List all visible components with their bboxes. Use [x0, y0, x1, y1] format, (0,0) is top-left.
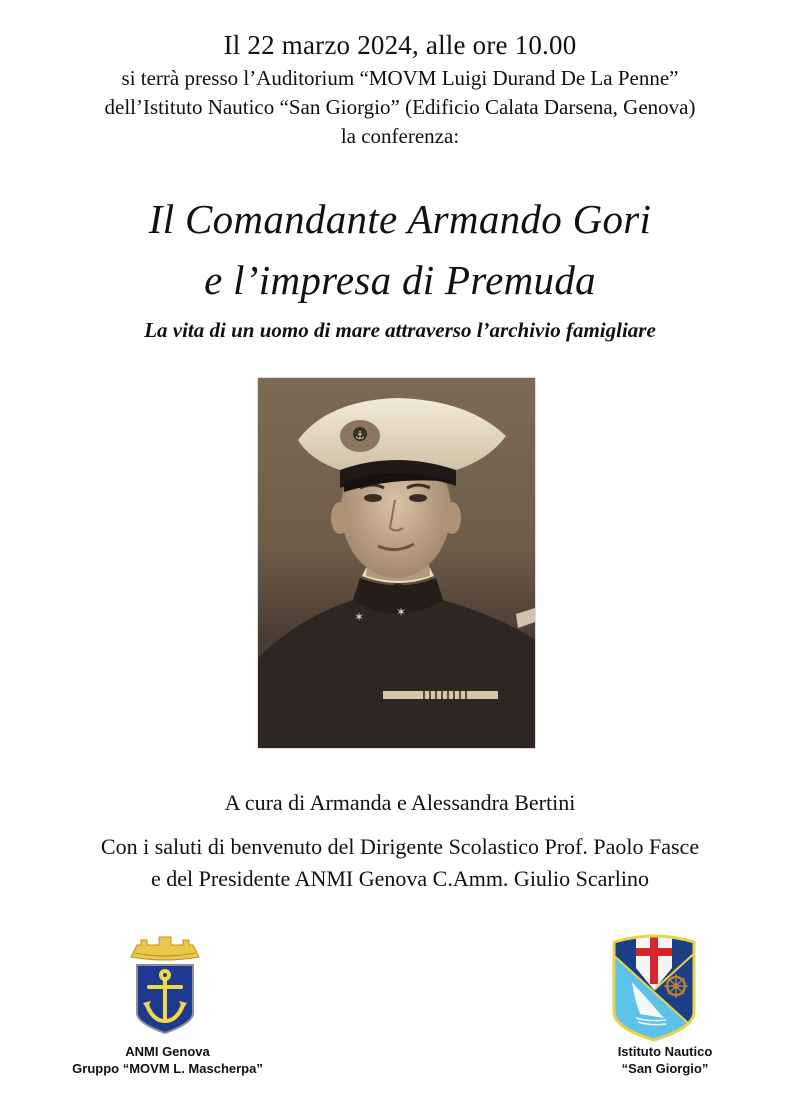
- conference-subtitle: La vita di un uomo di mare attraverso l’archivio famigliare: [144, 318, 656, 342]
- greeting-line: Con i saluti di benvenuto del Dirigente Scolastico Prof. Paolo Fasce: [100, 834, 700, 859]
- venue-line: dell’Istituto Nautico “San Giorgio” (Edificio Calata Darsena, Genova): [104, 95, 696, 119]
- conference-title: Il Comandante Armando Gori: [148, 196, 652, 242]
- nautico-caption-line: “San Giorgio”: [621, 1061, 709, 1076]
- svg-text:✶: ✶: [354, 610, 365, 624]
- curated-by: A cura di Armanda e Alessandra Bertini: [224, 790, 576, 815]
- anchor-shield-icon: [125, 935, 205, 1035]
- conference-title: e l’impresa di Premuda: [204, 257, 596, 303]
- anmi-logo: [125, 935, 205, 1035]
- anmi-caption-line: ANMI Genova: [125, 1044, 210, 1059]
- svg-text:⚓: ⚓: [355, 429, 365, 442]
- anmi-caption: [40, 1043, 295, 1077]
- venue-line: si terrà presso l’Auditorium “MOVM Luigi Durand De La Penne”: [121, 66, 679, 90]
- nautical-shield-icon: [610, 932, 698, 1042]
- svg-text:✶: ✶: [396, 605, 407, 619]
- event-date: Il 22 marzo 2024, alle ore 10.00: [223, 30, 577, 60]
- nautico-caption: [560, 1043, 770, 1077]
- officer-portrait-icon: [258, 378, 535, 748]
- nautico-caption-line: Istituto Nautico: [617, 1044, 713, 1059]
- portrait-photo: [258, 378, 535, 748]
- venue-line: la conferenza:: [340, 124, 460, 148]
- nautico-logo: [610, 932, 698, 1042]
- greeting-line: e del Presidente ANMI Genova C.Amm. Giulio Scarlino: [151, 866, 649, 891]
- anmi-caption-line: Gruppo “MOVM L. Mascherpa”: [72, 1061, 263, 1076]
